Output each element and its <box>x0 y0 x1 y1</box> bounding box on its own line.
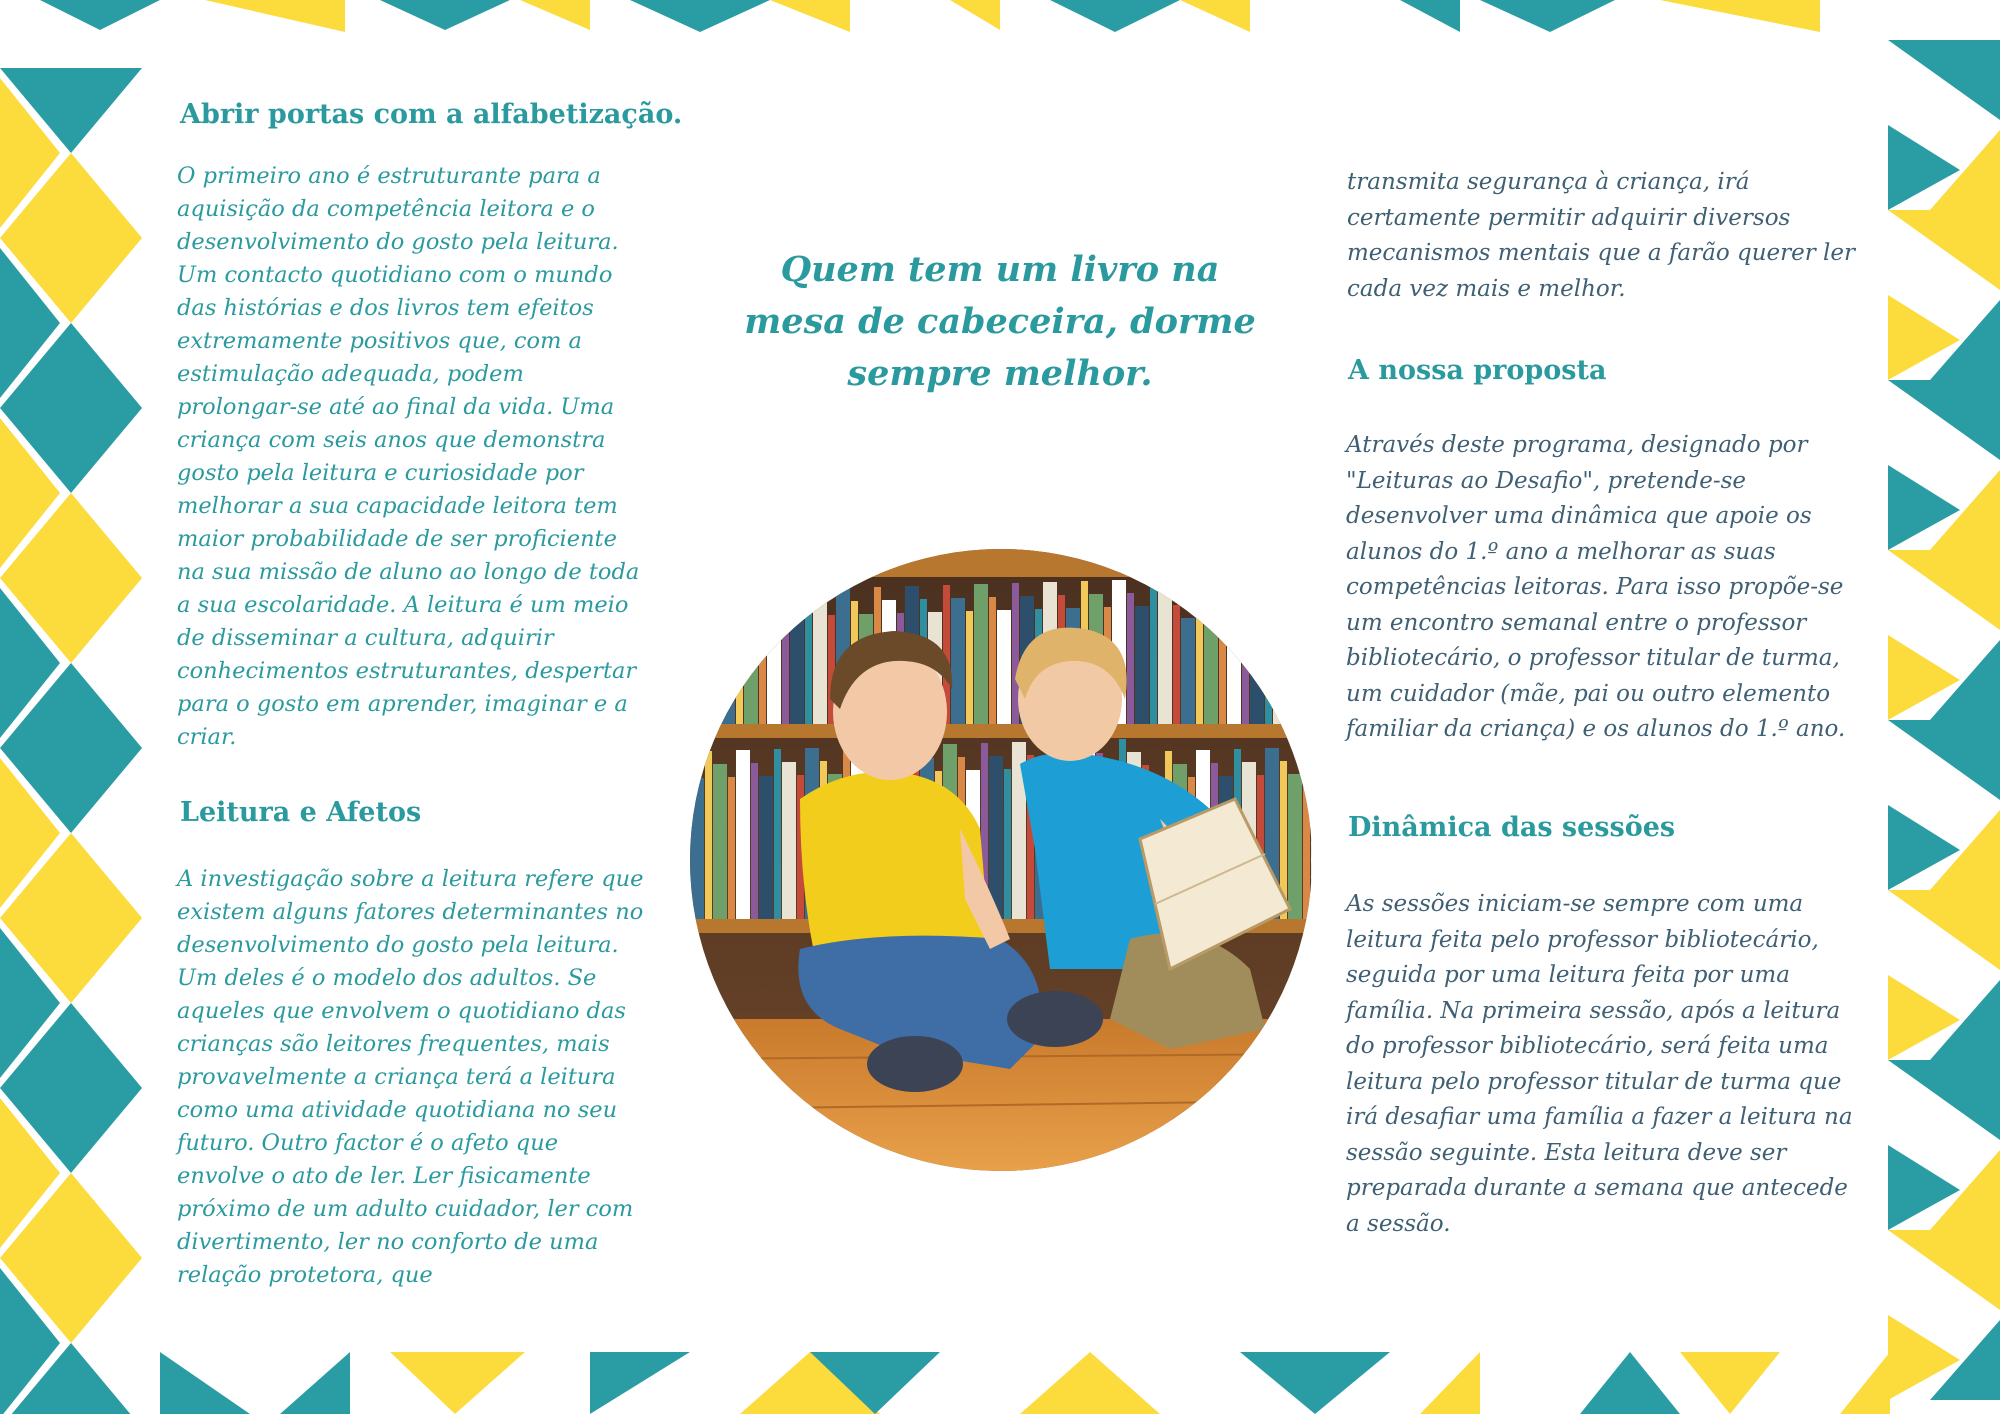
shelf-book <box>1227 590 1241 724</box>
border-triangle <box>1888 1230 2000 1310</box>
shelf-book <box>736 591 743 724</box>
children-reading-photo <box>690 549 1312 1171</box>
border-triangle <box>1888 40 2000 120</box>
border-triangle <box>1480 0 1615 32</box>
shelf-book <box>1173 605 1180 724</box>
shelf-book <box>966 611 973 724</box>
border-triangle <box>280 1352 350 1414</box>
border-triangle <box>1020 1352 1160 1414</box>
shelf-book <box>989 597 996 724</box>
heading-abrir-portas: Abrir portas com a alfabetização. <box>180 99 683 130</box>
shelf-book <box>1204 604 1218 724</box>
paragraph-programa: Através deste programa, designado por "Leituras ao Desafio", pretende-se desenvolver uma dinâmica que apoie os alunos do 1.º ano a melhorar as suas competências leitoras. Para isso propõe-se um encontro semanal entre o professor bibliotecário, o professor titular de turma, um cuidador (mãe, pai ou outro elemento familiar da criança) e os alunos do 1.º ano. <box>1346 432 1846 742</box>
shelf-book <box>767 590 781 724</box>
shelf-book <box>1273 602 1287 724</box>
border-triangle <box>1400 0 1460 32</box>
shelf-book <box>705 751 712 919</box>
border-triangle <box>1420 1352 1480 1414</box>
shelf-book <box>698 592 712 724</box>
shelf-book <box>813 602 827 724</box>
shelf-book <box>774 749 781 919</box>
shelf-book <box>1127 593 1134 724</box>
border-triangle <box>1180 0 1250 32</box>
shelf-book <box>759 776 773 919</box>
border-triangle <box>1580 1352 1680 1414</box>
heading-nossa-proposta: A nossa proposta <box>1348 355 1607 386</box>
shelf-book <box>1265 589 1272 724</box>
shelf-book <box>713 605 720 724</box>
shelf-book <box>1288 615 1295 724</box>
center-quote: Quem tem um livro na mesa de cabeceira, dorme sempre melhor. <box>744 249 1256 394</box>
shelf-book <box>1311 601 1312 724</box>
border-triangle <box>1888 890 2000 970</box>
shelf-book <box>690 778 704 919</box>
shelf-book <box>974 584 988 724</box>
shelf-book <box>713 764 727 919</box>
shelf-book <box>1004 769 1011 919</box>
border-triangle <box>1680 1352 1780 1414</box>
paragraph-primeiro-ano: O primeiro ano é estruturante para a aquisição da competência leitora e o desenvolvimento do gosto pela leitura. Um contacto quotidiano com o mundo das histórias e dos livros tem efeitos extremamente positivos que, com a estimulação adequada, podem prolongar-se até ao final da vida. Uma criança com seis anos que demonstra gosto pela leitura e curiosidade por melhorar a sua capacidade leitora tem maior probabilidade de ser proficiente na sua missão de aluno ao longo de toda a sua escolaridade. A leitura é um meio de disseminar a cultura, adquirir conhecimentos estruturantes, despertar para o gosto em aprender, imaginar e a criar. <box>177 163 640 750</box>
border-triangle <box>205 0 345 32</box>
shelf-book <box>1311 760 1312 919</box>
shelf-book <box>721 618 735 724</box>
border-triangle <box>1240 1352 1390 1414</box>
border-triangle <box>40 0 160 30</box>
paragraph-transmita: transmita segurança à criança, irá certamente permitir adquirir diversos mecanismos mentais que a farão querer ler cada vez mais e melhor. <box>1347 169 1856 302</box>
shelf-book <box>790 616 804 724</box>
shelf-book <box>751 763 758 919</box>
border-triangle <box>770 0 850 32</box>
border-triangle <box>1888 1060 2000 1140</box>
shelf-book <box>744 604 758 724</box>
shelf-book <box>759 617 766 724</box>
shelf-book <box>805 589 812 724</box>
shelf-book <box>997 610 1011 724</box>
border-triangle <box>630 0 770 32</box>
paragraph-investigacao: A investigação sobre a leitura refere que existem alguns fatores determinantes no desenvolvimento do gosto pela leitura. Um deles é o modelo dos adultos. Se aqueles que envolvem o quotidiano das crianças são leitores frequentes, mais provavelmente a criança terá a leitura como uma atividade quotidiana no seu futuro. Outro factor é o afeto que envolve o ato de ler. Ler fisicamente próximo de um adulto cuidador, ler com divertimento, ler no conforto de uma relação protetora, que <box>177 866 644 1288</box>
border-triangle <box>160 1352 250 1414</box>
border-triangle <box>1888 720 2000 800</box>
shelf-book <box>782 603 789 724</box>
border-triangle <box>520 0 590 30</box>
shelf-book <box>1242 603 1249 724</box>
border-triangle <box>1840 1352 1890 1414</box>
shelf-book <box>951 598 965 724</box>
shelf-book <box>728 777 735 919</box>
shelf-book <box>1012 583 1019 724</box>
shelf-book <box>1150 579 1157 724</box>
shelf-book <box>1296 588 1310 724</box>
border-triangle <box>390 1352 525 1414</box>
border-triangle <box>950 0 1000 30</box>
border-triangle <box>1888 380 2000 460</box>
shelf-book <box>1135 606 1149 724</box>
heading-dinamica-sessoes: Dinâmica das sessões <box>1348 812 1676 843</box>
shelf-book <box>690 579 697 724</box>
shelf-book <box>1250 616 1264 724</box>
border-triangle <box>1050 0 1180 32</box>
shelf-book <box>1158 592 1172 724</box>
border-triangle <box>380 0 510 30</box>
shelf-book <box>1288 774 1302 919</box>
border-triangle <box>590 1352 690 1414</box>
heading-leitura-afetos: Leitura e Afetos <box>180 797 422 828</box>
shelf-book <box>1303 747 1310 919</box>
shelf-book <box>1219 617 1226 724</box>
paragraph-sessoes: As sessões iniciam-se sempre com uma leitura feita pelo professor bibliotecário, seguida por uma leitura feita por uma família. Na primeira sessão, após a leitura do professor bibliotecário, será feita uma leitura pelo professor titular de turma que irá desafiar uma família a fazer a leitura na sessão seguinte. Esta leitura deve ser preparada durante a semana que antecede a sessão. <box>1346 891 1853 1237</box>
border-triangle <box>1888 210 2000 290</box>
border-triangle <box>1660 0 1820 32</box>
shelf-book <box>1196 591 1203 724</box>
border-triangle <box>1888 550 2000 630</box>
shelf-book <box>736 750 750 919</box>
shelf-book <box>1181 618 1195 724</box>
shelf-book <box>782 762 796 919</box>
